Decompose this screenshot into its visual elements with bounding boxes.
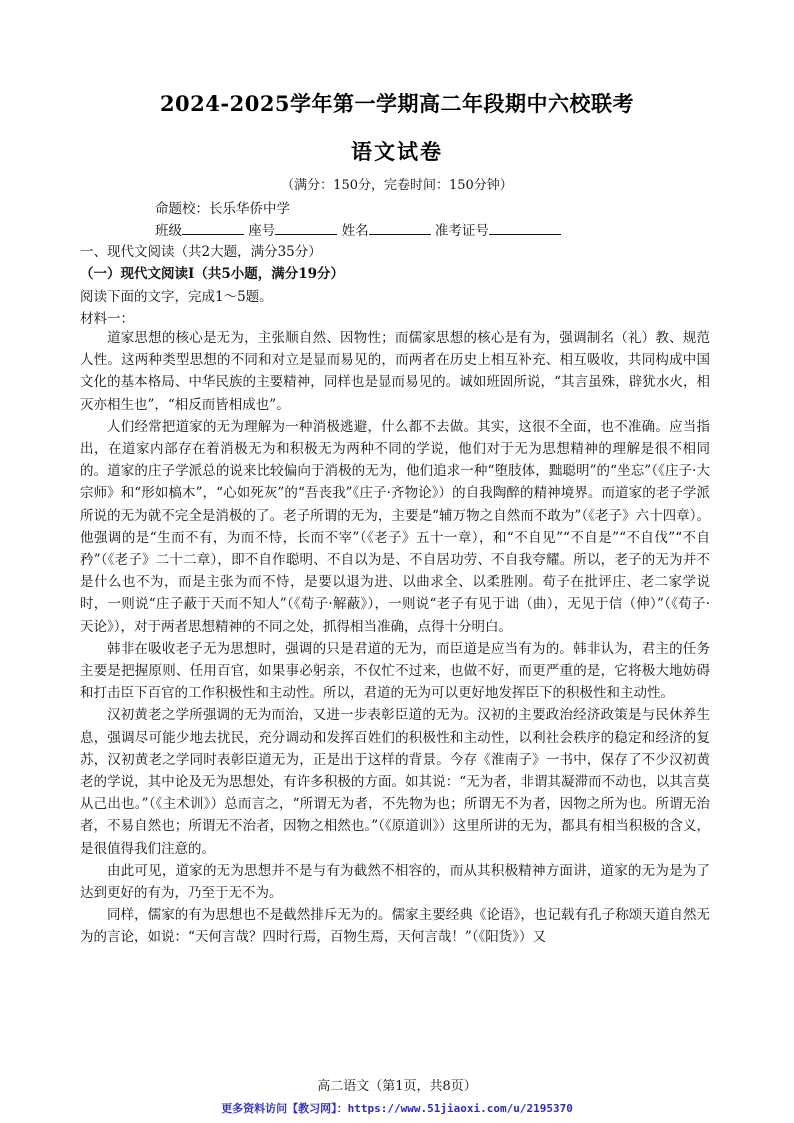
passage-body	[80, 327, 710, 949]
passage-paragraph: 由此可见，道家的无为思想并不是与有为截然不相容的，而从其积极精神方面讲，道家的无为是为了达到更好的有为，乃至于无不为。	[80, 862, 710, 902]
page-footer: 高二语文（第1页，共8页）	[317, 1079, 477, 1094]
exam-title: 2024-2025学年第一学期高二年段期中六校联考	[159, 91, 635, 116]
seat-label: 座号	[248, 223, 276, 239]
passage-paragraph: 道家思想的核心是无为，主张顺自然、因物性；而儒家思想的核心是有为，强调制名（礼）教、规范人性。这两种类型思想的不同和对立是显而易见的，而两者在历史上相互补充、相互吸收，共同构成中国文化的基本格局、中华民族的主要精神，同样也是显而易见的。诚如班固所说，“其言虽殊，辟犹水火，相灭亦相生也”，“相反而皆相成也”。	[80, 330, 710, 413]
class-blank[interactable]	[182, 221, 244, 235]
passage-paragraph: 汉初黄老之学所强调的无为而治，又进一步表彰臣道的无为。汉初的主要政治经济政策是与民休养生息，强调尽可能少地去扰民，充分调动和发挥百姓们的积极性和主动性，以利社会秩序的稳定和经济的复苏，汉初黄老之学同时表彰臣道无为，正是出于这样的背景。今存《淮南子》一书中，保存了不少汉初黄老的学说，其中论及无为思想处，有许多积极的方面。如其说：“无为者，非谓其凝滞而不动也，以其言莫从己出也。”（《主术训》）总而言之，“所谓无为者，不先物为也；所谓无不为者，因物之所为也。所谓无治者，不易自然也；所谓无不治者，因物之相然也。”（《原道训》）这里所讲的无为，都具有相当积极的含义，是很值得我们注意的。	[80, 707, 710, 857]
score-time-line: （满分：150分，完卷时间：150分钟）	[281, 178, 513, 193]
section-heading: 一、现代文阅读（共2大题，满分35分）	[80, 244, 322, 260]
name-blank[interactable]	[369, 221, 431, 235]
paper-title: 语文试卷	[351, 139, 443, 164]
material-label: 材料一：	[80, 311, 134, 327]
exam-id-label: 准考证号	[434, 223, 489, 239]
school-line: 命题校：长乐华侨中学	[155, 201, 290, 217]
watermark-link[interactable]: 更多资料访问【教习网】：https://www.51jiaoxi.com/u/2195370	[221, 1102, 573, 1115]
subsection-heading: （一）现代文阅读Ⅰ（共5小题，满分19分）	[80, 266, 344, 282]
seat-blank[interactable]	[275, 221, 337, 235]
student-info-line	[155, 219, 561, 239]
passage-paragraph: 人们经常把道家的无为理解为一种消极逃避，什么都不去做。其实，这很不全面，也不准确。应当指出，在道家内部存在着消极无为和积极无为两种不同的学说，他们对于无为思想精神的理解是很不相同的。道家的庄子学派总的说来比较偏向于消极的无为，他们追求一种“堕肢体，黜聪明”的“坐忘”（《庄子·大宗师》和“形如槁木”，“心如死灰”的“吾丧我”《庄子·齐物论》）的自我陶醉的精神境界。而道家的老子学派所说的无为就不完全是消极的了。老子所谓的无为，主要是“辅万物之自然而不敢为”（《老子》六十四章）。他强调的是“生而不有，为而不恃，长而不宰”（《老子》五十一章），和“不自见”“不自是”“不自伐”“不自矜”（《老子》二十二章），即不自作聪明、不自以为是、不自居功劳、不自我夸耀。所以，老子的无为并不是什么也不为，而是主张为而不恃，是要以退为进、以曲求全、以柔胜刚。荀子在批评庄、老二家学说时，一则说“庄子蔽于天而不知人”（《荀子·解蔽》），一则说“老子有见于诎（曲），无见于信（伸）”（《荀子·天论》），对于两者思想精神的不同之处，抓得相当准确，点得十分明白。	[80, 418, 710, 635]
exam-id-blank[interactable]	[489, 221, 561, 235]
class-label: 班级	[155, 223, 182, 239]
passage-paragraph: 同样，儒家的有为思想也不是截然排斥无为的。儒家主要经典《论语》，也记载有孔子称颂天道自然无为的言论，如说：“天何言哉？四时行焉，百物生焉，天何言哉！”（《阳货》）又	[80, 907, 710, 946]
passage-paragraph: 韩非在吸收老子无为思想时，强调的只是君道的无为，而臣道是应当有为的。韩非认为，君主的任务主要是把握原则、任用百官，如果事必躬亲，不仅忙不过来，也做不好，而更严重的是，它将极大地妨碍和打击臣下百官的工作积极性和主动性。所以，君道的无为可以更好地发挥臣下的积极性和主动性。	[80, 640, 710, 702]
reading-instruction: 阅读下面的文字，完成1～5题。	[80, 289, 273, 305]
name-label: 姓名	[341, 223, 369, 239]
